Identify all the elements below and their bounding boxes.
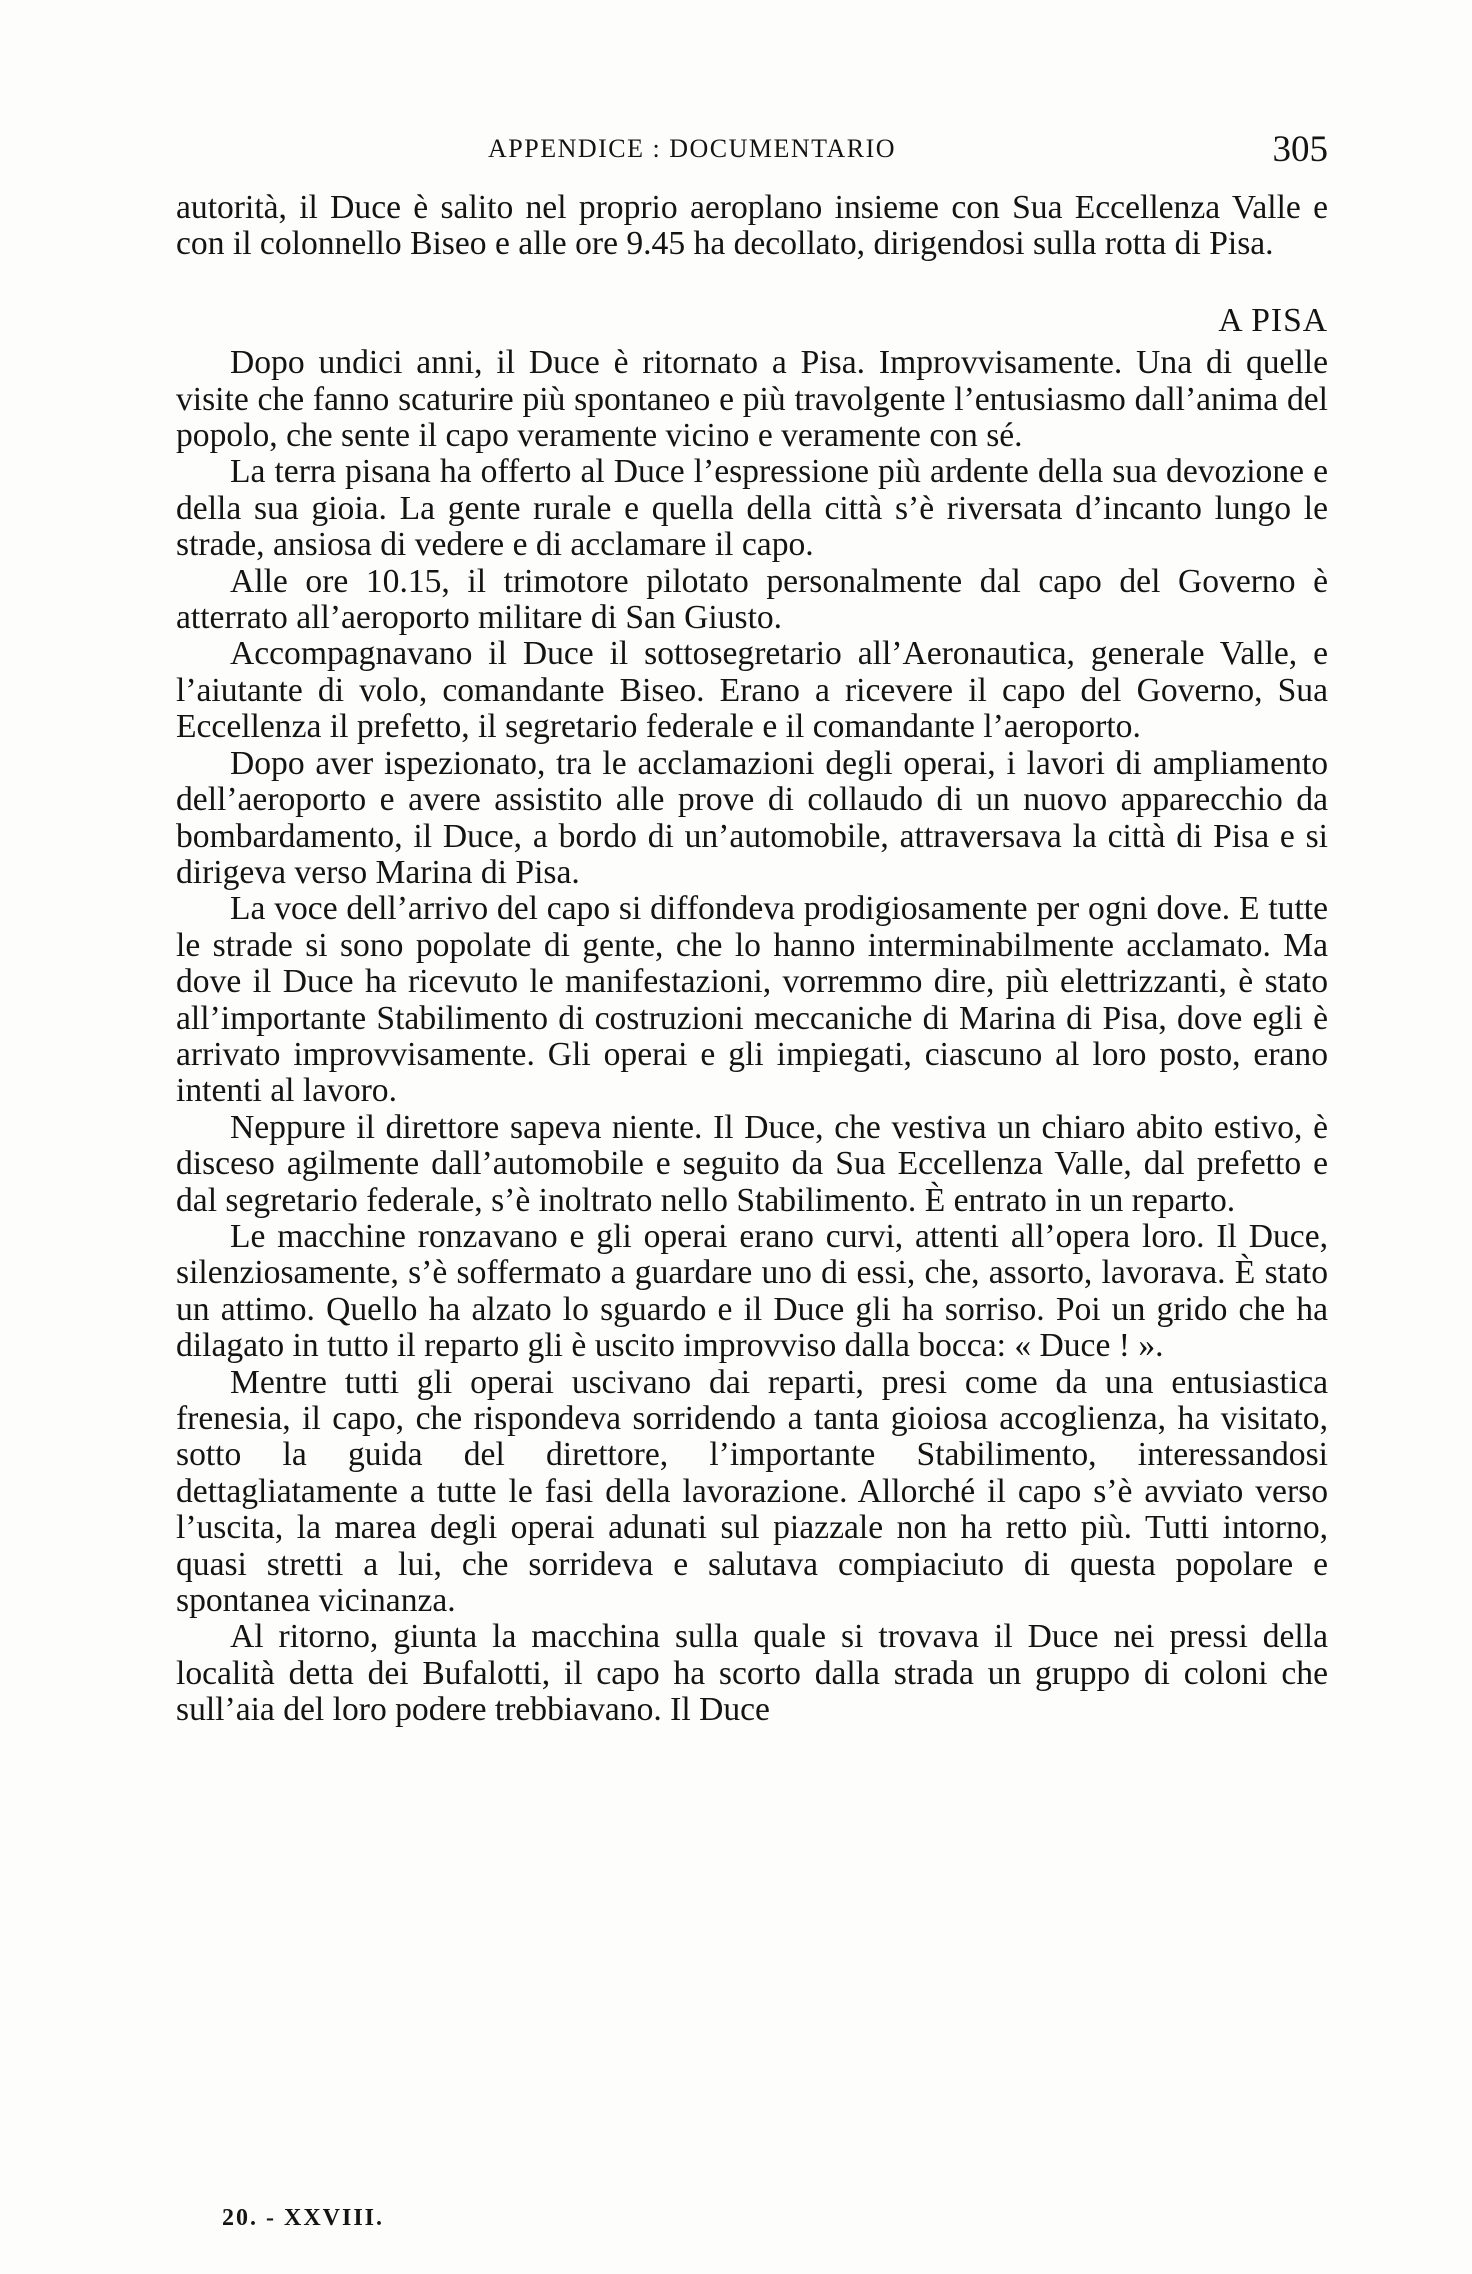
paragraph: Neppure il direttore sapeva niente. Il Duce, che vestiva un chiaro abito estivo, è disceso agilmente dall’automobile e seguito da Sua Eccellenza Valle, dal prefetto e dal segretario federale, s’è inoltrato nello Stabilimento. È entrato in un reparto. — [176, 1108, 1328, 1219]
paragraph: Dopo aver ispezionato, tra le acclamazioni degli operai, i lavori di ampliamento dell’aeroporto e avere assistito alle prove di collaudo di un nuovo apparecchio da bombardamento, il Duce, a bordo di un’automobile, attraversava la città di Pisa e si dirigeva verso Marina di Pisa. — [176, 744, 1328, 891]
section-heading: A PISA — [1218, 301, 1328, 339]
paragraph: Mentre tutti gli operai uscivano dai reparti, presi come da una entusiastica frenesia, il capo, che rispondeva sorridendo a tanta gioiosa accoglienza, ha visitato, sotto la guida del direttore, l’importante Stabilimento, interessandosi dettagliatamente a tutte le fasi della lavorazione. Allorché il capo s’è avviato verso l’uscita, la marea degli operai adunati sul piazzale non ha retto più. Tutti intorno, quasi stretti a lui, che sorrideva e salutava compiaciuto di questa popolare e spontanea vicinanza. — [176, 1363, 1328, 1620]
running-head — [488, 128, 1328, 178]
paragraph: La terra pisana ha offerto al Duce l’espressione più ardente della sua devozione e della sua gioia. La gente rurale e quella della città s’è riversata d’incanto lungo le strade, ansiosa di vedere e di acclamare il capo. — [176, 453, 1328, 564]
running-title: APPENDICE : DOCUMENTARIO — [488, 134, 897, 163]
page-number: 305 — [1272, 129, 1328, 170]
body-text — [176, 190, 1328, 1729]
paragraph: Al ritorno, giunta la macchina sulla quale si trovava il Duce nei pressi della località detta dei Bufalotti, il capo ha scorto dalla strada un gruppo di coloni che sull’aia del loro podere trebbiavano. Il Duce — [176, 1618, 1328, 1729]
paragraph: Le macchine ronzavano e gli operai erano curvi, attenti all’opera loro. Il Duce, silenziosamente, s’è soffermato a guardare uno di essi, che, assorto, lavorava. È stato un attimo. Quello ha alzato lo sguardo e il Duce gli ha sorriso. Poi un grido che ha dilagato in tutto il reparto gli è uscito improvviso dalla bocca: « Duce ! ». — [176, 1217, 1328, 1365]
paragraph: Alle ore 10.15, il trimotore pilotato personalmente dal capo del Governo è atterrato all’aeroporto militare di San Giusto. — [176, 562, 1328, 637]
paragraph: La voce dell’arrivo del capo si diffondeva prodigiosamente per ogni dove. E tutte le strade si sono popolate di gente, che lo hanno interminabilmente acclamato. Ma dove il Duce ha ricevuto le manifestazioni, vorremmo dire, più elettrizzanti, è stato all’importante Stabilimento di costruzioni meccaniche di Marina di Pisa, dove egli è arrivato improvvisamente. Gli operai e gli impiegati, ciascuno al loro posto, erano intenti al lavoro. — [176, 890, 1328, 1110]
printer-signature: 20. - XXVIII. — [222, 2205, 385, 2231]
paragraph: Dopo undici anni, il Duce è ritornato a Pisa. Improvvisamente. Una di quelle visite che fanno scaturire più spontaneo e più travolgente l’entusiasmo dall’anima del popolo, che sente il capo veramente vicino e veramente con sé. — [176, 344, 1328, 455]
opening-paragraph: autorità, il Duce è salito nel proprio aeroplano insieme con Sua Eccellenza Valle e con il colonnello Biseo e alle ore 9.45 ha decollato, dirigendosi sulla rotta di Pisa. — [176, 189, 1328, 263]
paragraph: Accompagnavano il Duce il sottosegretario all’Aeronautica, generale Valle, e l’aiutante di volo, comandante Biseo. Erano a ricevere il capo del Governo, Sua Eccellenza il prefetto, il segretario federale e il comandante l’aeroporto. — [176, 635, 1328, 746]
